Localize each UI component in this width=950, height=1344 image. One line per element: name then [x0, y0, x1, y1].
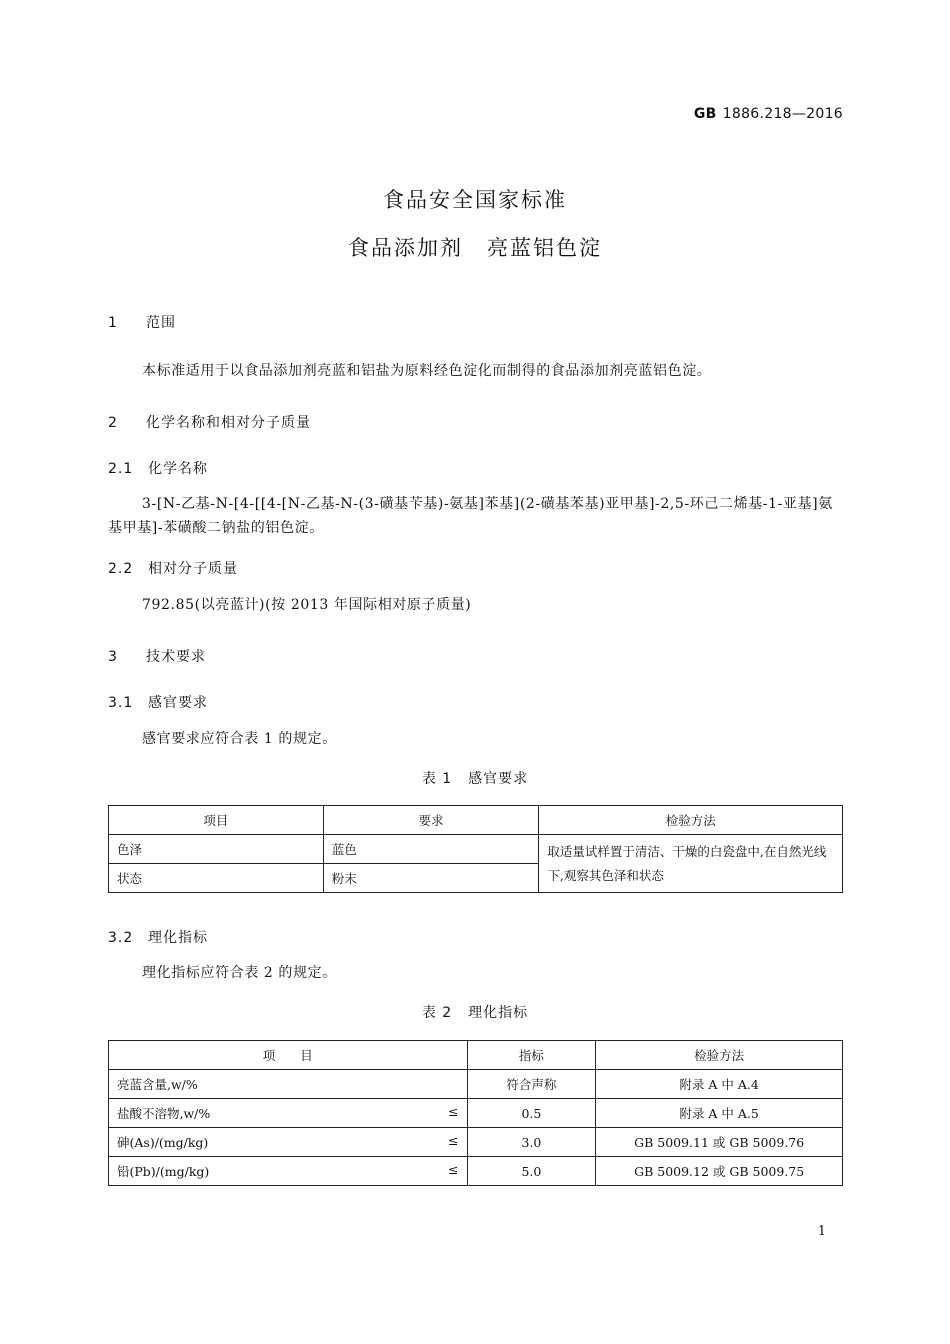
table-cell-method: GB 5009.12 或 GB 5009.75	[596, 1157, 843, 1186]
table-row	[109, 1157, 843, 1186]
page-number: 1	[817, 1224, 826, 1239]
section-3-heading	[108, 646, 206, 666]
section-2-2-heading	[108, 558, 238, 578]
table-cell: 状态	[109, 864, 324, 893]
item-label: 亮蓝含量,w/%	[117, 1077, 198, 1092]
sub-title-part2: 亮蓝铝色淀	[487, 236, 602, 260]
table-row	[109, 1128, 843, 1157]
section-2-2-body: 792.85(以亮蓝计)(按 2013 年国际相对原子质量)	[142, 597, 472, 613]
table-cell: 蓝色	[323, 835, 539, 864]
table-row	[109, 835, 843, 864]
table-header-cell: 要求	[323, 806, 539, 835]
operator: ≤	[448, 1104, 459, 1119]
table-row	[109, 1099, 843, 1128]
section-title: 范围	[146, 315, 176, 331]
table-cell-value: 0.5	[467, 1099, 596, 1128]
table-header-cell: 指标	[467, 1041, 596, 1070]
section-number: 1	[108, 315, 118, 331]
sub-title	[0, 232, 950, 262]
section-1-heading	[108, 312, 176, 332]
section-3-2-heading	[108, 927, 208, 947]
table-cell-item	[109, 1157, 468, 1186]
section-3-2-body: 理化指标应符合表 2 的规定。	[142, 965, 337, 981]
section-number: 2	[108, 415, 118, 431]
section-number: 3.1	[108, 695, 134, 711]
table-header-cell: 项目	[109, 806, 324, 835]
table-cell: 色泽	[109, 835, 324, 864]
section-number: 3	[108, 649, 118, 665]
item-label: 砷(As)/(mg/kg)	[117, 1135, 209, 1150]
section-1-body: 本标准适用于以食品添加剂亮蓝和铝盐为原料经色淀化而制得的食品添加剂亮蓝铝色淀。	[142, 363, 712, 379]
section-2-1-heading	[108, 458, 208, 478]
table-cell-method: 附录 A 中 A.4	[596, 1070, 843, 1099]
section-number: 2.1	[108, 461, 134, 477]
section-title: 感官要求	[148, 695, 208, 711]
main-title: 食品安全国家标准	[383, 188, 567, 212]
table-caption-number: 表 1	[421, 771, 453, 787]
table-cell-method: GB 5009.11 或 GB 5009.76	[596, 1128, 843, 1157]
table-2-caption	[0, 1002, 950, 1022]
table-header-row	[109, 1041, 843, 1070]
table-cell-item	[109, 1128, 468, 1157]
item-label: 铅(Pb)/(mg/kg)	[117, 1164, 210, 1179]
table-cell-value: 5.0	[467, 1157, 596, 1186]
section-title: 化学名称	[148, 461, 208, 477]
standard-prefix: GB	[693, 106, 717, 122]
operator: ≤	[448, 1162, 459, 1177]
section-title: 技术要求	[146, 649, 206, 665]
section-3-1-heading	[108, 692, 208, 712]
section-title: 理化指标	[148, 930, 208, 946]
table-header-cell: 检验方法	[596, 1041, 843, 1070]
table-header-cell: 检验方法	[539, 806, 843, 835]
operator: ≤	[448, 1133, 459, 1148]
table-caption-title: 理化指标	[468, 1005, 529, 1021]
table-header-cell: 项 目	[109, 1041, 468, 1070]
table-1-caption	[0, 768, 950, 788]
section-title: 相对分子质量	[148, 561, 238, 577]
table-cell-item	[109, 1099, 468, 1128]
table-cell-method: 取适量试样置于清洁、干燥的白瓷盘中,在自然光线下,观察其色泽和状态	[539, 835, 843, 893]
table-2	[108, 1040, 843, 1186]
table-1	[108, 805, 843, 893]
section-number: 2.2	[108, 561, 134, 577]
table-cell-value: 3.0	[467, 1128, 596, 1157]
standard-number: 1886.218—2016	[722, 106, 843, 122]
table-cell-value: 符合声称	[467, 1070, 596, 1099]
section-number: 3.2	[108, 930, 134, 946]
section-2-1-body: 3-[N-乙基-N-[4-[[4-[N-乙基-N-(3-磺基苄基)-氨基]苯基](2-磺基苯基)亚甲基]-2,5-环己二烯基-1-亚基]氨基甲基]-苯磺酸二钠盐的铝色淀。	[108, 496, 833, 536]
table-caption-number: 表 2	[421, 1005, 453, 1021]
table-cell-method: 附录 A 中 A.5	[596, 1099, 843, 1128]
table-row	[109, 1070, 843, 1099]
table-cell: 粉末	[323, 864, 539, 893]
sub-title-part1: 食品添加剂	[348, 236, 463, 260]
standard-code	[694, 106, 843, 122]
item-label: 盐酸不溶物,w/%	[117, 1106, 211, 1121]
section-title: 化学名称和相对分子质量	[146, 415, 311, 431]
section-2-heading	[108, 412, 311, 432]
table-caption-title: 感官要求	[468, 771, 529, 787]
table-header-row	[109, 806, 843, 835]
table-cell-item	[109, 1070, 468, 1099]
section-3-1-body: 感官要求应符合表 1 的规定。	[142, 731, 337, 747]
